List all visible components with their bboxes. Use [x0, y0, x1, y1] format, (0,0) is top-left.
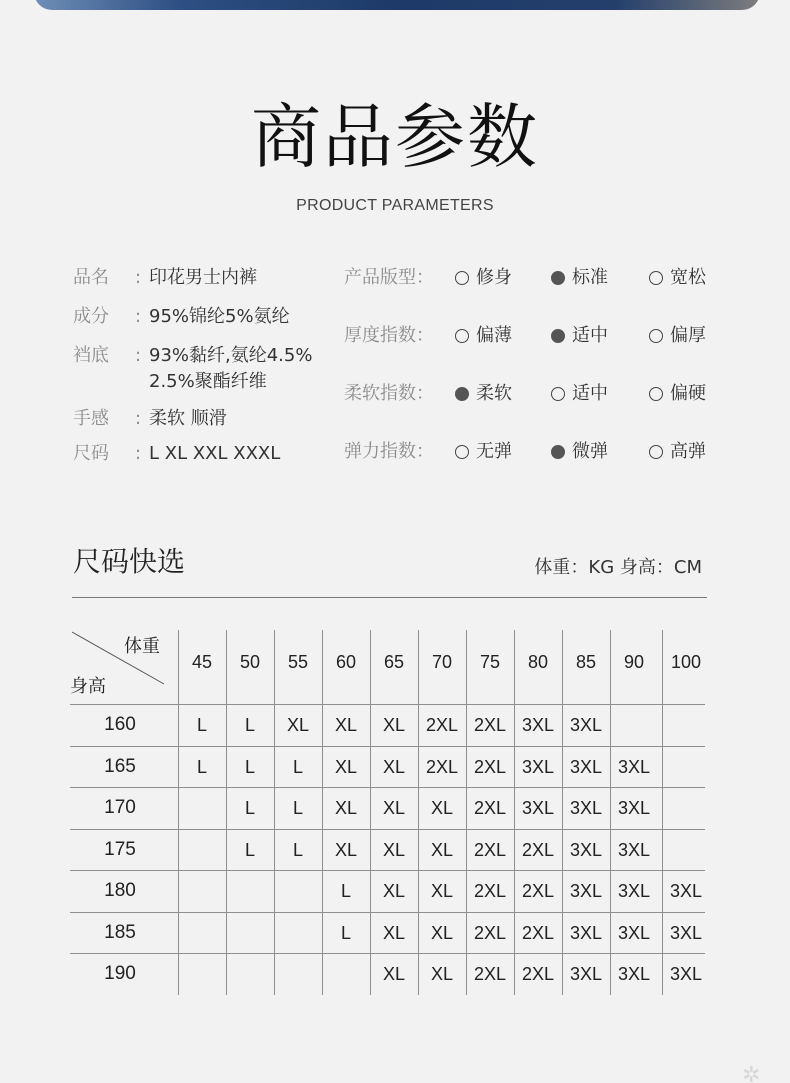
radio-dot-filled-icon [551, 329, 565, 343]
spec-value: L XL XXL XXXL [149, 443, 281, 464]
spec-label: 裆底 [73, 345, 109, 366]
grid-hline [70, 953, 705, 954]
size-cell: XL [382, 715, 406, 735]
height-cell: 180 [104, 880, 136, 901]
size-cell: 3XL [569, 964, 603, 984]
radio-dot-filled-icon [551, 445, 565, 459]
radio-dot-icon [455, 445, 469, 459]
size-cell: XL [334, 715, 358, 735]
size-cell: 2XL [425, 715, 459, 735]
size-cell: 3XL [521, 715, 555, 735]
height-cell: 170 [104, 797, 136, 818]
size-cell: XL [382, 839, 406, 860]
param-row-softness [344, 381, 724, 407]
spec-label: 成分 [73, 306, 109, 327]
size-cell: 2XL [473, 964, 507, 984]
param-row-fit [344, 265, 724, 291]
grid-vline [178, 630, 179, 995]
weight-header-cell: 45 [191, 652, 213, 672]
radio-dot-icon [649, 445, 663, 459]
divider [72, 597, 707, 598]
spec-value: 柔软 顺滑 [149, 408, 227, 429]
radio-dot-icon [649, 271, 663, 285]
option-radio: 偏厚 [649, 323, 706, 349]
size-cell: 2XL [473, 756, 507, 777]
height-cell: 175 [104, 838, 136, 860]
size-cell: 3XL [617, 839, 651, 860]
height-cell: 165 [104, 755, 136, 777]
size-cell: 3XL [569, 756, 603, 777]
grid-hline [70, 787, 705, 788]
size-cell: L [244, 798, 255, 818]
size-cell: XL [382, 756, 406, 777]
size-cell: 3XL [521, 798, 555, 818]
size-cell: 3XL [617, 881, 651, 901]
size-cell: XL [430, 798, 454, 818]
size-cell: 2XL [521, 964, 555, 984]
weight-header-cell: 100 [670, 652, 702, 672]
radio-dot-icon [649, 329, 663, 343]
size-cell: L [292, 798, 303, 818]
corner-height-label: 身高 [70, 676, 106, 697]
size-cell: 3XL [569, 715, 603, 735]
size-cell: XL [334, 756, 358, 777]
decorative-gear-icon: ✲ [742, 1063, 761, 1083]
grid-hline [70, 829, 705, 830]
param-label: 厚度指数： [344, 325, 434, 346]
size-cell: 2XL [473, 881, 507, 901]
size-cell: XL [430, 839, 454, 860]
size-cell: 2XL [521, 839, 555, 860]
spec-value: 印花男士内裤 [149, 267, 257, 288]
size-cell: XL [334, 798, 358, 818]
size-cell: L [244, 756, 255, 777]
grid-hline [70, 746, 705, 747]
size-cell: 2XL [473, 839, 507, 860]
spec-row: 尺码 : L XL XXL XXXL [73, 441, 280, 467]
option-radio: 偏硬 [649, 381, 706, 407]
radio-dot-filled-icon [455, 387, 469, 401]
spec-value: 95%锦纶5%氨纶 [149, 306, 290, 327]
size-cell: 3XL [569, 839, 603, 860]
spec-value: 93%黏纤,氨纶4.5% 2.5%聚酯纤维 [149, 345, 313, 392]
size-cell: XL [430, 964, 454, 984]
size-cell: 2XL [425, 756, 459, 777]
param-label: 弹力指数： [344, 441, 434, 462]
size-chart-title: 尺码快选 [73, 545, 186, 578]
height-cell: 185 [104, 921, 136, 943]
option-radio: 适中 [551, 381, 608, 407]
size-cell: XL [382, 964, 406, 984]
size-cell: L [340, 881, 351, 901]
grid-hline [70, 870, 705, 871]
page-subtitle: PRODUCT PARAMETERS [296, 197, 494, 214]
spec-label: 品名 [73, 267, 109, 288]
weight-header-cell: 90 [623, 652, 645, 672]
size-cell: 3XL [569, 798, 603, 818]
corner-weight-label: 体重 [124, 636, 160, 657]
param-row-thickness [344, 323, 724, 349]
size-cell: 3XL [617, 964, 651, 984]
weight-header-cell: 75 [479, 652, 501, 672]
size-cell: 2XL [521, 922, 555, 943]
size-cell: XL [430, 922, 454, 943]
option-radio: 无弹 [455, 439, 512, 465]
option-radio: 偏薄 [455, 323, 512, 349]
param-label: 柔软指数： [344, 383, 434, 404]
size-table [70, 630, 710, 991]
param-row-elasticity [344, 439, 724, 465]
size-cell: L [292, 839, 303, 860]
radio-dot-icon [455, 329, 469, 343]
spec-row: 裆底 : 93%黏纤,氨纶4.5% 2.5%聚酯纤维 [73, 343, 312, 395]
size-cell: XL [382, 922, 406, 943]
size-cell: L [244, 715, 255, 735]
weight-header-cell: 60 [335, 652, 357, 672]
weight-header-cell: 85 [575, 652, 597, 672]
size-cell: L [244, 839, 255, 860]
size-cell: 2XL [473, 922, 507, 943]
size-cell: XL [286, 715, 310, 735]
radio-dot-icon [551, 387, 565, 401]
size-cell: 3XL [521, 756, 555, 777]
radio-dot-icon [455, 271, 469, 285]
size-cell: XL [334, 839, 358, 860]
weight-header-cell: 80 [527, 652, 549, 672]
size-cell: 3XL [617, 798, 651, 818]
weight-header-cell: 50 [239, 652, 261, 672]
spec-label: 尺码 [73, 443, 109, 464]
param-label: 产品版型： [344, 267, 434, 288]
radio-dot-icon [649, 387, 663, 401]
grid-hline [70, 704, 705, 705]
size-cell: L [196, 756, 207, 777]
size-cell: 3XL [569, 922, 603, 943]
option-radio: 微弹 [551, 439, 608, 465]
size-cell: 2XL [521, 881, 555, 901]
radio-dot-filled-icon [551, 271, 565, 285]
spec-row: 品名 : 印花男士内裤 [73, 265, 257, 291]
height-cell: 190 [104, 963, 136, 984]
spec-label: 手感 [73, 408, 109, 429]
height-cell: 160 [104, 714, 136, 735]
grid-hline [70, 912, 705, 913]
size-cell: XL [430, 881, 454, 901]
size-cell: L [340, 922, 351, 943]
size-cell: L [196, 715, 207, 735]
weight-header-cell: 55 [287, 652, 309, 672]
option-radio: 修身 [455, 265, 512, 291]
size-cell: 3XL [617, 922, 651, 943]
page-title: 商品参数 [251, 96, 539, 178]
weight-header-cell: 65 [383, 652, 405, 672]
product-photo-strip [34, 0, 760, 10]
size-cell: 3XL [569, 881, 603, 901]
spec-row: 成分 : 95%锦纶5%氨纶 [73, 304, 290, 330]
size-cell: XL [382, 881, 406, 901]
size-cell: 3XL [669, 922, 703, 943]
size-cell: XL [382, 798, 406, 818]
spec-row: 手感 : 柔软 顺滑 [73, 406, 227, 432]
size-cell: 3XL [617, 756, 651, 777]
size-cell: 3XL [669, 881, 703, 901]
size-cell: 3XL [669, 964, 703, 984]
option-radio: 高弹 [649, 439, 706, 465]
option-radio: 适中 [551, 323, 608, 349]
size-cell: L [292, 756, 303, 777]
size-cell: 2XL [473, 798, 507, 818]
size-cell: 2XL [473, 715, 507, 735]
option-radio: 柔软 [455, 381, 512, 407]
option-radio: 宽松 [649, 265, 706, 291]
option-radio: 标准 [551, 265, 608, 291]
unit-note: 体重：KG 身高：CM [534, 557, 702, 578]
weight-header-cell: 70 [431, 652, 453, 672]
